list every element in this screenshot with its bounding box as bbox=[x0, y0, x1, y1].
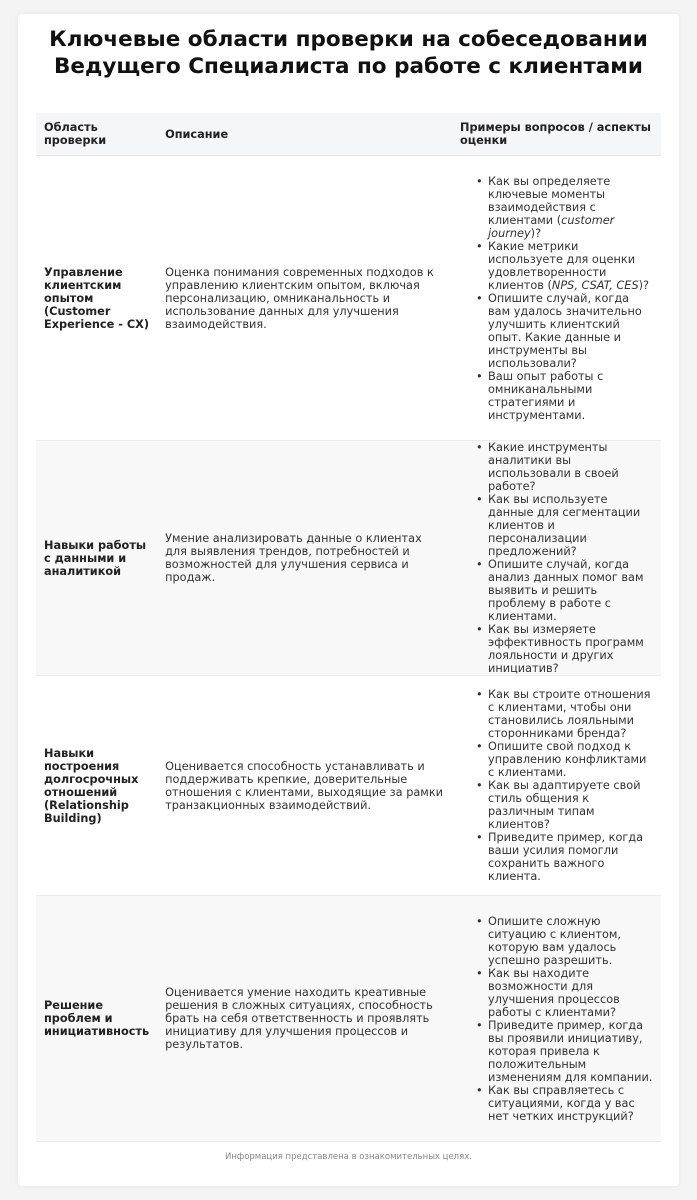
question-item bbox=[476, 740, 653, 779]
question-item bbox=[476, 441, 653, 493]
area-cell: Навыки построения долгосрочных отношений (Relationship Building) bbox=[36, 676, 157, 896]
area-cell: Управление клиентским опытом (Customer Experience - CX) bbox=[36, 156, 157, 441]
question-item bbox=[476, 779, 653, 831]
question-item bbox=[476, 558, 653, 623]
questions-list bbox=[460, 915, 653, 1123]
questions-list bbox=[460, 175, 653, 422]
page-title bbox=[0, 26, 697, 80]
title-line-2: Ведущего Специалиста по работе с клиентами bbox=[54, 54, 643, 79]
description-cell: Умение анализировать данные о клиентах для выявления трендов, потребностей и возможностей для улучшения сервиса и продаж. bbox=[157, 441, 452, 676]
question-item bbox=[476, 967, 653, 1019]
question-text: Опишите сложную ситуацию с клиентом, которую вам удалось успешно разрешить. bbox=[488, 914, 622, 967]
question-item bbox=[476, 688, 653, 740]
question-text: Как вы определяете ключевые моменты взаимодействия с клиентами ( bbox=[488, 174, 611, 227]
description-cell: Оценивается способность устанавливать и поддерживать крепкие, доверительные отношения с клиентами, выходящие за рамки транзакционных взаимодействий. bbox=[157, 676, 452, 896]
question-text: Как вы адаптируете свой стиль общения к различным типам клиентов? bbox=[488, 779, 641, 831]
question-text: Ваш опыт работы с омниканальными стратегиями и инструментами. bbox=[488, 369, 604, 422]
questions-cell bbox=[452, 676, 661, 896]
question-term: customer journey bbox=[488, 213, 615, 240]
table-row bbox=[36, 896, 661, 1142]
question-item bbox=[476, 1084, 653, 1123]
table-row bbox=[36, 676, 661, 896]
questions-list bbox=[460, 688, 653, 883]
question-term: NPS, CSAT, CES bbox=[551, 278, 639, 292]
question-text: Как вы измеряете эффективность программ лояльности и других инициатив? bbox=[488, 623, 644, 675]
question-text: Как вы используете данные для сегментации клиентов и персонализации предложений? bbox=[488, 493, 641, 558]
question-text: Какие инструменты аналитики вы использовали в своей работе? bbox=[488, 441, 619, 493]
table-row bbox=[36, 156, 661, 441]
description-cell: Оценивается умение находить креативные решения в сложных ситуациях, способность брать на себя ответственность и проявлять инициативу для улучшения процессов и результатов. bbox=[157, 896, 452, 1142]
question-item bbox=[476, 623, 653, 675]
questions-cell bbox=[452, 441, 661, 676]
description-cell: Оценка понимания современных подходов к управлению клиентским опытом, включая персонализацию, омниканальность и использование данных для улучшения взаимодействия. bbox=[157, 156, 452, 441]
questions-list bbox=[460, 441, 653, 675]
question-text: Как вы справляетесь с ситуациями, когда у вас нет четких инструкций? bbox=[488, 1083, 635, 1123]
title-line-1: Ключевые области проверки на собеседовании bbox=[49, 27, 648, 52]
question-text: Приведите пример, когда ваши усилия помогли сохранить важного клиента. bbox=[488, 831, 644, 883]
question-text: Как вы строите отношения с клиентами, чтобы они становились лояльными сторонниками бренда? bbox=[488, 688, 651, 740]
question-item bbox=[476, 292, 653, 370]
question-text: Опишите случай, когда вам удалось значительно улучшить клиентский опыт. Какие данные и инструменты вы использовали? bbox=[488, 291, 642, 370]
question-item bbox=[476, 240, 653, 292]
question-text: )? bbox=[530, 226, 542, 240]
table-row bbox=[36, 441, 661, 676]
questions-cell bbox=[452, 896, 661, 1142]
assessment-table bbox=[36, 113, 661, 1142]
question-text: Как вы находите возможности для улучшения процессов работы с клиентами? bbox=[488, 966, 620, 1019]
question-item bbox=[476, 1019, 653, 1084]
area-cell: Решение проблем и инициативность bbox=[36, 896, 157, 1142]
question-item bbox=[476, 915, 653, 967]
question-text: Опишите случай, когда анализ данных помог вам выявить и решить проблему в работе с клиентами. bbox=[488, 558, 644, 623]
question-text: Какие метрики используете для оценки удовлетворенности клиентов ( bbox=[488, 239, 636, 292]
header-questions: Примеры вопросов / аспекты оценки bbox=[452, 113, 661, 156]
question-item bbox=[476, 493, 653, 558]
question-text: Приведите пример, когда вы проявили инициативу, которая привела к положительным изменениям для компании. bbox=[488, 1018, 653, 1084]
questions-cell bbox=[452, 156, 661, 441]
question-item bbox=[476, 175, 653, 240]
question-text: )? bbox=[638, 278, 650, 292]
area-cell: Навыки работы с данными и аналитикой bbox=[36, 441, 157, 676]
table-header bbox=[36, 113, 661, 156]
header-area: Область проверки bbox=[36, 113, 157, 156]
question-item bbox=[476, 370, 653, 422]
question-item bbox=[476, 831, 653, 883]
footer-note: Информация представлена в ознакомительных целях. bbox=[225, 1152, 472, 1162]
question-text: Опишите свой подход к управлению конфликтами с клиентами. bbox=[488, 740, 647, 779]
header-description: Описание bbox=[157, 113, 452, 156]
